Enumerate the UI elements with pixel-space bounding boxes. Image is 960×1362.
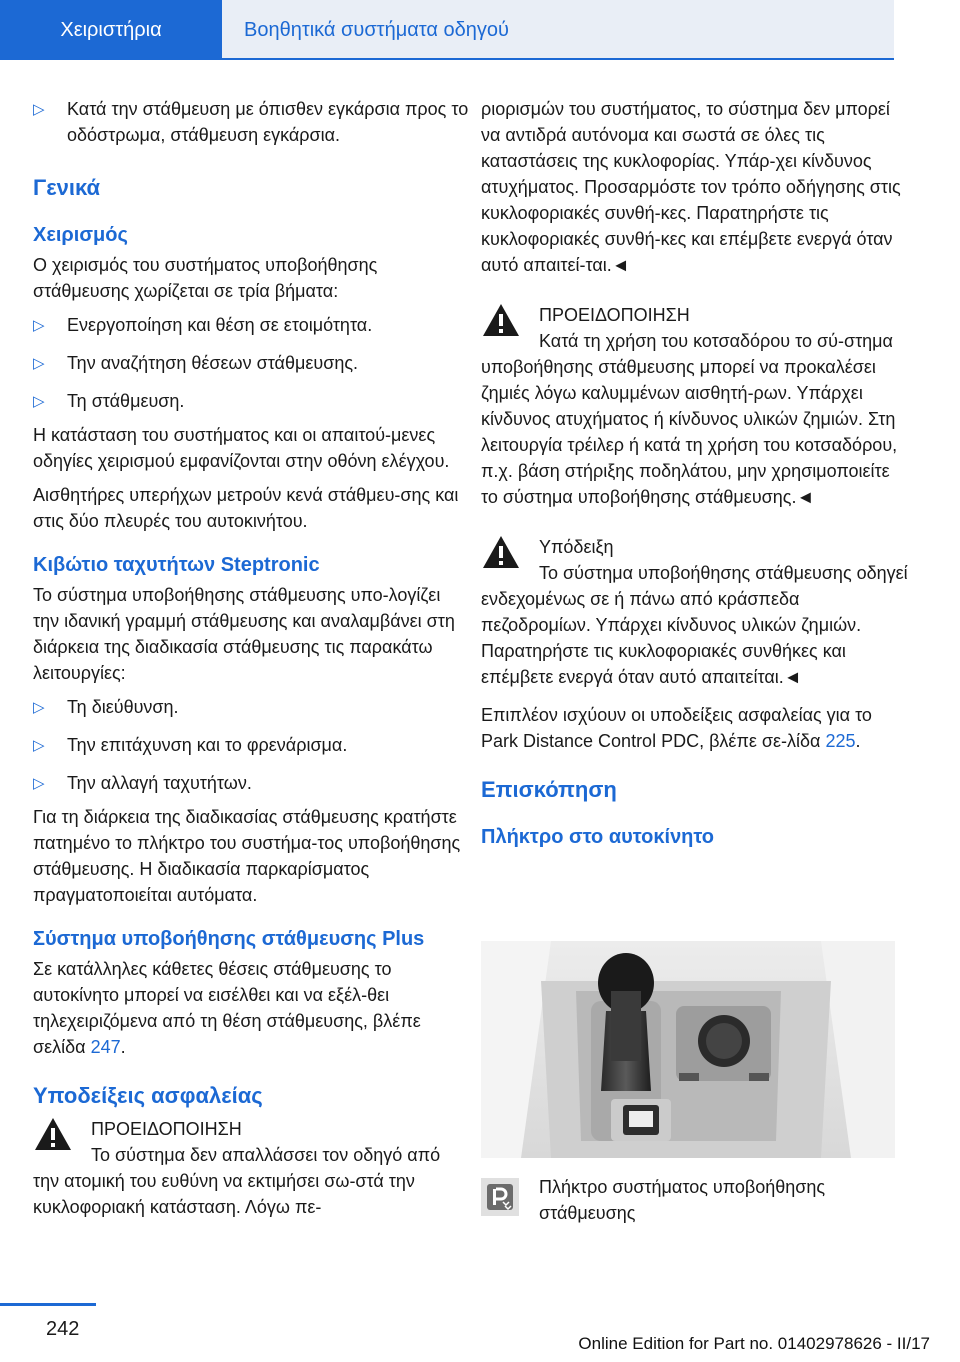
photo-caption bbox=[481, 1174, 895, 1226]
heading-overview: Επισκόπηση bbox=[481, 777, 617, 802]
bullet-triangle-icon: ▷ bbox=[33, 699, 45, 716]
sensors-text: Αισθητήρες υπερήχων μετρούν κενά στάθμευ-σης και στις δύο πλευρές του αυτοκινήτου. bbox=[33, 485, 459, 531]
warning-triangle-icon bbox=[33, 1116, 73, 1152]
page-header bbox=[0, 0, 960, 60]
bullet-triangle-icon: ▷ bbox=[33, 737, 45, 754]
warning-box-2 bbox=[481, 302, 911, 510]
heading-general: Γενικά bbox=[33, 175, 101, 200]
warning-title: ΠΡΟΕΙΔΟΠΟΙΗΣΗ bbox=[91, 1119, 242, 1139]
warning-text: Το σύστημα δεν απαλλάσσει τον οδηγό από την ατομική του ευθύνη να εκτιμήσει σω-στά την κυκλοφοριακή κατάσταση. Λόγω πε- bbox=[33, 1145, 441, 1217]
list-item: ▷ Την αλλαγή ταχυτήτων. bbox=[33, 770, 463, 796]
bullet-triangle-icon: ▷ bbox=[33, 101, 45, 118]
heading-steptronic: Κιβώτιο ταχυτήτων Steptronic bbox=[33, 554, 320, 576]
list-item: ▷ Την αναζήτηση θέσεων στάθμευσης. bbox=[33, 350, 463, 376]
header-divider bbox=[0, 58, 894, 60]
heading-safety: Υποδείξεις ασφαλείας bbox=[33, 1083, 263, 1108]
hold-text: Για τη διάρκεια της διαδικασίας στάθμευσης κρατήστε πατημένο το πλήκτρο του συστήμα-τος υποβοήθησης στάθμευσης. Η διαδικασία παρκαρίσματος πραγματοποιείται αυτόματα. bbox=[33, 807, 461, 905]
header-tab-driver-assistance[interactable]: Βοηθητικά συστήματα οδηγού bbox=[244, 19, 509, 41]
pdc-text: Επιπλέον ισχύουν οι υποδείξεις ασφαλείας για το Park Distance Control PDC, βλέπε σε-λίδα 225. bbox=[481, 705, 872, 751]
list-item: ▷ Την επιτάχυνση και το φρενάρισμα. bbox=[33, 732, 463, 758]
left-column bbox=[33, 96, 469, 1220]
edition-note: Online Edition for Part no. 01402978626 - II/17 bbox=[578, 1334, 930, 1353]
header-tab-controls[interactable]: Χειριστήρια bbox=[0, 0, 222, 60]
warning-box-1 bbox=[33, 1116, 463, 1220]
warning-continuation: ριορισμών του συστήματος, το σύστημα δεν μπορεί να αντιδρά αυτόνομα και σωστά σε όλες τις καταστάσεις της κυκλοφορίας. Υπάρ-χει κίνδυνος ατυχήματος. Προσαρμόστε τον τρόπο οδήγησης στις κυκλοφοριακές συνθή-κες. Παρατηρήστε τις κυκλοφοριακές συνθή-κες και επέμβετε ενεργά όταν αυτό απαιτεί-ται.◄ bbox=[481, 99, 901, 275]
page-link-247[interactable]: 247 bbox=[90, 1037, 121, 1057]
warning-triangle-icon bbox=[481, 534, 521, 570]
plus-text: Σε κατάλληλες κάθετες θέσεις στάθμευσης το αυτοκίνητο μπορεί να εισέλθει και να εξέλ-θει τηλεχειριζόμενα από τη θέση στάθμευσης, βλέπε σελίδα 247. bbox=[33, 959, 421, 1057]
list-item: ▷ Τη στάθμευση. bbox=[33, 388, 463, 414]
warning-triangle-icon bbox=[481, 302, 521, 338]
intro-bullet: ▷ Κατά την στάθμευση με όπισθεν εγκάρσια προς το οδόστρωμα, στάθμευση εγκάρσια. bbox=[33, 99, 469, 145]
page-number: 242 bbox=[46, 1318, 80, 1340]
steps-list bbox=[33, 312, 463, 414]
center-console-photo bbox=[481, 941, 895, 1158]
park-assist-button-icon bbox=[481, 1178, 519, 1216]
note-text: Το σύστημα υποβοήθησης στάθμευσης οδηγεί ενδεχομένως σε ή πάνω από κράσπεδα πεζοδρομίων. Υπάρχει κίνδυνος υλικών ζημιών. Παρατηρήστε τις κυκλοφοριακές συνθήκες και επέμβετε ενεργά όταν αυτό απαιτείται.◄ bbox=[481, 563, 908, 687]
heading-plus: Σύστημα υποβοήθησης στάθμευσης Plus bbox=[33, 928, 425, 950]
heading-button-in-vehicle: Πλήκτρο στο αυτοκίνητο bbox=[481, 826, 714, 848]
list-item: ▷ Τη διεύθυνση. bbox=[33, 694, 463, 720]
right-column bbox=[481, 96, 911, 850]
heading-operation: Χειρισμός bbox=[33, 224, 128, 246]
note-title: Υπόδειξη bbox=[539, 537, 614, 557]
warning-title: ΠΡΟΕΙΔΟΠΟΙΗΣΗ bbox=[539, 305, 690, 325]
functions-list bbox=[33, 694, 463, 796]
bullet-triangle-icon: ▷ bbox=[33, 317, 45, 334]
caption-text: Πλήκτρο συστήματος υποβοήθησης στάθμευσης bbox=[539, 1177, 826, 1223]
page-link-225[interactable]: 225 bbox=[825, 731, 856, 751]
list-item: ▷ Ενεργοποίηση και θέση σε ετοιμότητα. bbox=[33, 312, 463, 338]
bullet-triangle-icon: ▷ bbox=[33, 775, 45, 792]
bullet-triangle-icon: ▷ bbox=[33, 393, 45, 410]
steptronic-text: Το σύστημα υποβοήθησης στάθμευσης υπο-λογίζει την ιδανική γραμμή στάθμευσης και αναλαμβάνει στη διάρκεια της διαδικασία στάθμευσης τις παρακάτω λειτουργίες: bbox=[33, 585, 455, 683]
footer-divider bbox=[0, 1303, 96, 1306]
bullet-triangle-icon: ▷ bbox=[33, 355, 45, 372]
operation-text: Ο χειρισμός του συστήματος υποβοήθησης στάθμευσης χωρίζεται σε τρία βήματα: bbox=[33, 255, 378, 301]
warning-text: Κατά τη χρήση του κοτσαδόρου το σύ-στημα υποβοήθησης στάθμευσης μπορεί να προκαλέσει ζημιές λόγω καλυμμένων αισθητή-ρων. Υπάρχει κίνδυνος ατυχήματος ή κίνδυνος υλικών ζημιών. Στη λειτουργία τρέιλερ ή κατά τη χρήση του κοτσαδόρου, π.χ. βάση στήριξης ποδηλάτου, μην χρησιμοποιείτε το σύστημα υποβοήθησης στάθμευσης.◄ bbox=[481, 331, 898, 507]
note-box bbox=[481, 534, 911, 690]
status-text: Η κατάσταση του συστήματος και οι απαιτού-μενες οδηγίες χειρισμού εμφανίζονται στην οθόνη ελέγχου. bbox=[33, 425, 450, 471]
